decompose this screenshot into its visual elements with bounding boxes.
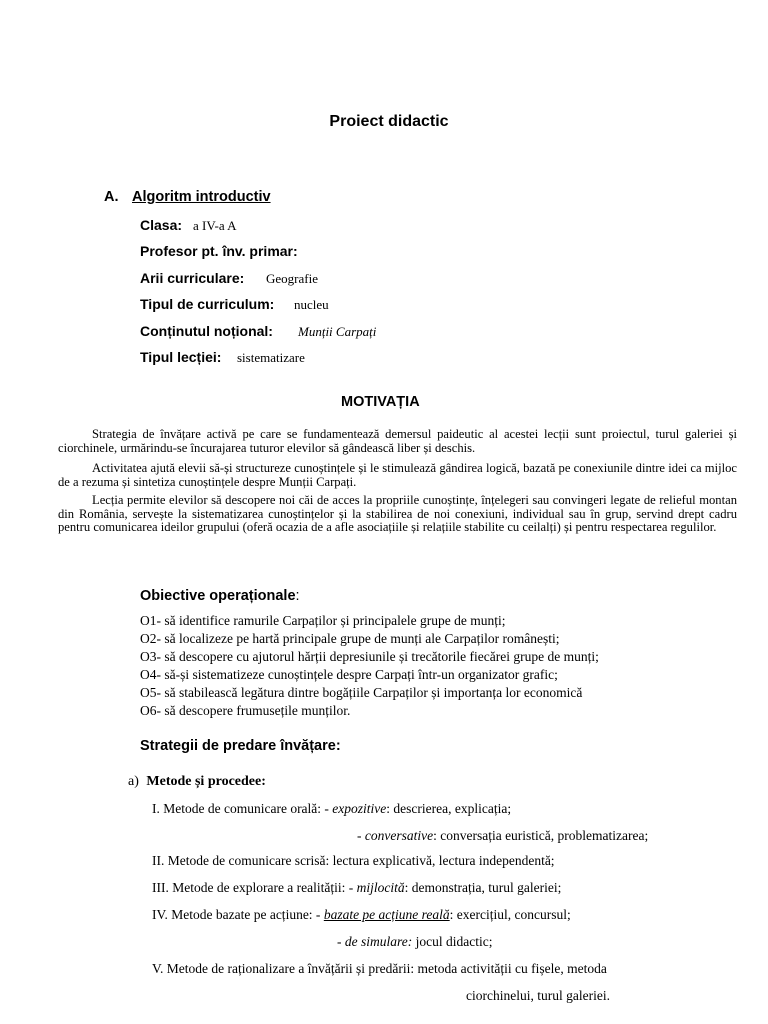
- objective-item: O6- să descopere frumusețile munților.: [140, 703, 351, 718]
- method-4-rest: : exercițiul, concursul;: [449, 907, 571, 922]
- strategies-heading: Strategii de predare învățare:: [140, 738, 341, 754]
- field-label-tipul-lectiei: Tipul lecției:: [140, 349, 222, 365]
- method-line-5: V. Metode de raționalizare a învățării și predării: metoda activității cu fișele, metoda: [152, 961, 607, 976]
- field-value-clasa: a IV-a A: [193, 218, 237, 233]
- field-label-curriculum: Tipul de curriculum:: [140, 296, 275, 312]
- strategies-a-line: [128, 774, 266, 790]
- method-4b-rest: jocul didactic;: [412, 934, 493, 949]
- field-label-continut: Conținutul noțional:: [140, 323, 273, 339]
- method-1-rest: : descrierea, explicația;: [386, 801, 512, 816]
- method-1b-italic: conversative: [364, 828, 434, 843]
- method-1b-rest: : conversația euristică, problematizarea;: [433, 828, 649, 843]
- motivatia-paragraph: Strategia de învățare activă pe care se fundamentează demersul paideutic al acestei lecții sunt proiectul, turul galeriei și ciorchinele, urmărindu-se încurajarea tuturor elevilor să gândească liber și deschis.: [58, 427, 737, 455]
- field-value-curriculum: nucleu: [294, 297, 329, 312]
- method-line-5b: ciorchinelui, turul galeriei.: [466, 988, 610, 1003]
- motivatia-heading: MOTIVAȚIA: [341, 394, 420, 410]
- method-4-prefix: IV. Metode bazate pe acțiune: -: [152, 907, 324, 922]
- objective-item: O3- să descopere cu ajutorul hărții depresiunile și trecătorile fiecărei grupe de munți;: [140, 649, 599, 664]
- method-line-2: II. Metode de comunicare scrisă: lectura explicativă, lectura independentă;: [152, 853, 555, 868]
- method-line-1b: [357, 828, 648, 844]
- field-label-profesor: Profesor pt. înv. primar:: [140, 243, 298, 259]
- method-1b-prefix: -: [357, 828, 365, 843]
- method-line-4: [152, 907, 571, 923]
- motivatia-paragraph: Activitatea ajută elevii să-și structureze cunoștințele și le stimulează gândirea logică, bazată pe conexiunile dintre idei ca mijloc de a rezuma și sintetiza cunoștințele despre Munții Carpați.: [58, 461, 737, 489]
- objective-item: O1- să identifice ramurile Carpaților și principalele grupe de munți;: [140, 613, 506, 628]
- method-1-italic: expozitive: [332, 801, 387, 816]
- field-label-clasa: Clasa:: [140, 217, 183, 233]
- method-4b-prefix: -: [337, 934, 345, 949]
- method-4b-italic: de simulare:: [344, 934, 413, 949]
- strategies-a-marker: a): [128, 774, 139, 789]
- field-value-tipul-lectiei: sistematizare: [237, 350, 305, 365]
- section-a-letter: A.: [104, 189, 119, 205]
- document-title: Proiect didactic: [329, 113, 449, 130]
- section-a-heading: Algoritm introductiv: [132, 189, 271, 205]
- objectives-heading-line: [140, 588, 300, 604]
- objectives-heading-colon: :: [295, 588, 300, 604]
- field-value-arii: Geografie: [266, 271, 318, 286]
- method-3-prefix: III. Metode de explorare a realității: -: [152, 880, 357, 895]
- objectives-heading: Obiective operaționale: [140, 588, 296, 604]
- method-line-4b: [337, 934, 492, 950]
- method-line-1: [152, 801, 511, 817]
- field-value-continut: Munții Carpați: [298, 324, 377, 339]
- method-3-rest: : demonstrația, turul galeriei;: [404, 880, 562, 895]
- method-1-prefix: I. Metode de comunicare orală: -: [152, 801, 333, 816]
- objective-item: O5- să stabilească legătura dintre bogățiile Carpaților și importanța lor economică: [140, 685, 583, 700]
- method-4-italic: bazate pe acțiune reală: [323, 907, 450, 922]
- objective-item: O4- să-și sistematizeze cunoștințele despre Carpați într-un organizator grafic;: [140, 667, 558, 682]
- motivatia-paragraph: Lecția permite elevilor să descopere noi căi de acces la propriile cunoștințe, înțelegeri sau convingeri legate de relieful montan din România, servește la sistematizarea cunoștințelor și la stabilirea de noi conexiuni, individual sau în grup, servind drept cadru pentru comunicarea ideilor grupului (oferă ocazia de a afle asociațiile și relațiile stabilite cu ceilalți) și pentru respectarea regulilor.: [58, 493, 737, 535]
- objective-item: O2- să localizeze pe hartă principale grupe de munți ale Carpaților românești;: [140, 631, 560, 646]
- field-label-arii: Arii curriculare:: [140, 270, 245, 286]
- method-3-italic: mijlocită: [356, 880, 405, 895]
- strategies-a-label: Metode și procedee:: [146, 774, 266, 789]
- method-line-3: [152, 880, 561, 896]
